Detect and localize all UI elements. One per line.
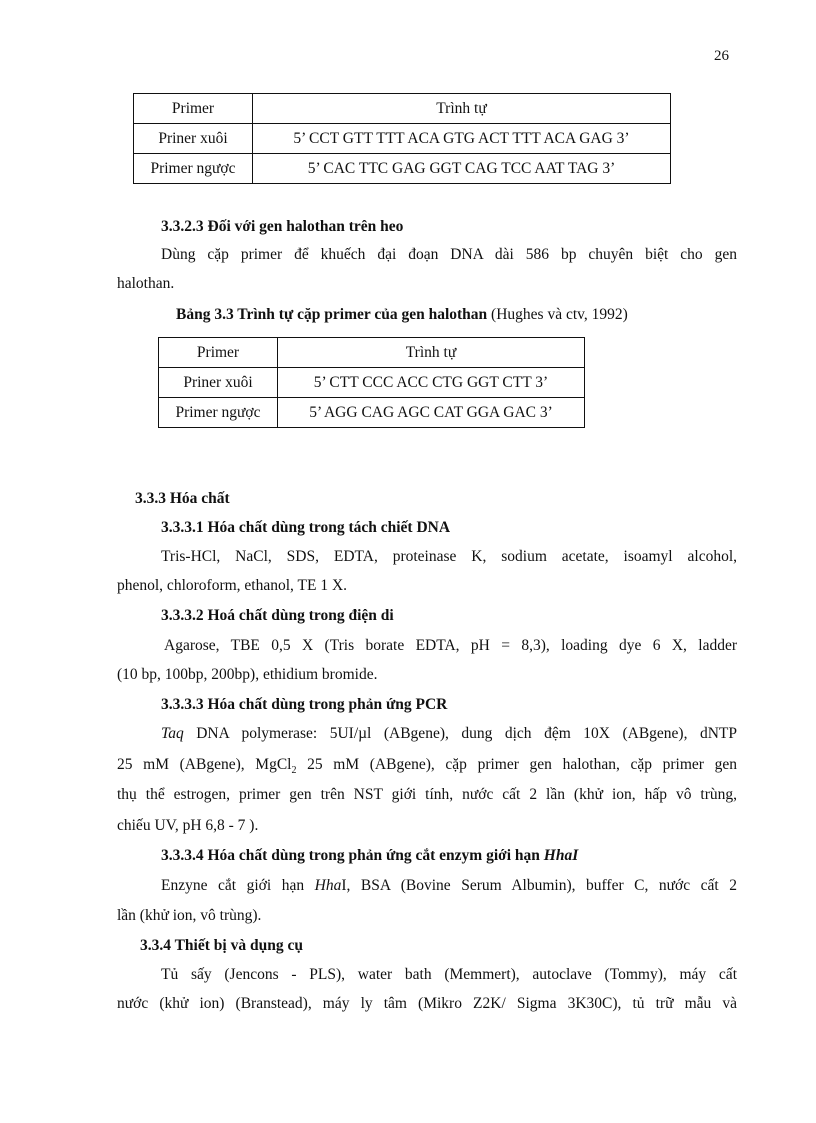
table-row: [134, 124, 671, 154]
primer-table-2: [158, 337, 585, 428]
table-cell: 5’ CCT GTT TTT ACA GTG ACT TTT ACA GAG 3’: [253, 124, 671, 154]
table-header-cell: Trình tự: [278, 338, 585, 368]
table-cell: Priner xuôi: [159, 368, 278, 398]
heading-italic: HhaI: [543, 847, 579, 864]
heading-text: 3.3.3.4 Hóa chất dùng trong phản ứng cắt enzym giới hạn: [161, 847, 544, 864]
paragraph-text: DNA polymerase: 5UI/µl (ABgene), dung dịch đệm 10X (ABgene), dNTP: [183, 725, 737, 742]
paragraph-line: thụ thể estrogen, primer gen trên NST giới tính, nước cất 2 lần (khử ion, hấp vô trùng,: [117, 786, 737, 803]
table-header-cell: Primer: [159, 338, 278, 368]
section-heading-3334: [161, 847, 578, 865]
table-row: [159, 338, 585, 368]
table-cell: 5’ CAC TTC GAG GGT CAG TCC AAT TAG 3’: [253, 154, 671, 184]
paragraph-line: halothan.: [117, 275, 175, 292]
section-heading-334: 3.3.4 Thiết bị và dụng cụ: [140, 937, 303, 954]
paragraph-text: 25 mM (ABgene), MgCl: [117, 756, 292, 773]
paragraph-text: I, BSA (Bovine Serum Albumin), buffer C, nước cất 2: [341, 877, 738, 894]
paragraph-text: 25 mM (ABgene), cặp primer gen halothan, cặp primer gen: [296, 756, 737, 773]
section-heading-333: 3.3.3 Hóa chất: [135, 490, 230, 507]
section-heading-3333: 3.3.3.3 Hóa chất dùng trong phản ứng PCR: [161, 696, 448, 713]
table-cell: Primer ngược: [134, 154, 253, 184]
table-cell: 5’ CTT CCC ACC CTG GGT CTT 3’: [278, 368, 585, 398]
italic-term: Taq: [161, 725, 184, 742]
paragraph-line: Agarose, TBE 0,5 X (Tris borate EDTA, pH = 8,3), loading dye 6 X, ladder: [164, 637, 737, 654]
paragraph-line: Dùng cặp primer để khuếch đại đoạn DNA dài 586 bp chuyên biệt cho gen: [161, 246, 737, 263]
table-caption-citation: (Hughes và ctv, 1992): [487, 306, 628, 323]
table-row: [134, 154, 671, 184]
paragraph-text: Enzyne cắt giới hạn: [161, 877, 315, 894]
section-heading-3323: 3.3.2.3 Đối với gen halothan trên heo: [161, 218, 404, 235]
paragraph-line: Tủ sấy (Jencons - PLS), water bath (Memmert), autoclave (Tommy), máy cất: [161, 966, 737, 983]
paragraph-line: chiếu UV, pH 6,8 - 7 ).: [117, 817, 259, 834]
table-caption-bold: Bảng 3.3 Trình tự cặp primer của gen halothan: [176, 306, 488, 323]
paragraph-line: [161, 877, 737, 895]
paragraph-line: [117, 756, 737, 776]
primer-table-1: [133, 93, 671, 184]
paragraph-line: lần (khử ion, vô trùng).: [117, 907, 262, 924]
table-cell: Priner xuôi: [134, 124, 253, 154]
table-row: [159, 398, 585, 428]
table-row: [134, 94, 671, 124]
paragraph-line: nước (khử ion) (Branstead), máy ly tâm (Mikro Z2K/ Sigma 3K30C), tủ trữ mẫu và: [117, 995, 737, 1012]
section-heading-3332: 3.3.3.2 Hoá chất dùng trong điện di: [161, 607, 394, 624]
section-heading-3331: 3.3.3.1 Hóa chất dùng trong tách chiết DNA: [161, 519, 451, 536]
table-header-cell: Trình tự: [253, 94, 671, 124]
paragraph-line: [161, 725, 737, 743]
paragraph-line: Tris-HCl, NaCl, SDS, EDTA, proteinase K, sodium acetate, isoamyl alcohol,: [161, 548, 737, 565]
page-number: 26: [714, 48, 729, 64]
paragraph-line: phenol, chloroform, ethanol, TE 1 X.: [117, 577, 348, 594]
table-cell: Primer ngược: [159, 398, 278, 428]
italic-term: Hha: [314, 877, 342, 894]
table-cell: 5’ AGG CAG AGC CAT GGA GAC 3’: [278, 398, 585, 428]
paragraph-line: (10 bp, 100bp, 200bp), ethidium bromide.: [117, 666, 378, 683]
table-header-cell: Primer: [134, 94, 253, 124]
subscript: 2: [291, 765, 297, 777]
table-caption: [176, 306, 628, 324]
table-row: [159, 368, 585, 398]
